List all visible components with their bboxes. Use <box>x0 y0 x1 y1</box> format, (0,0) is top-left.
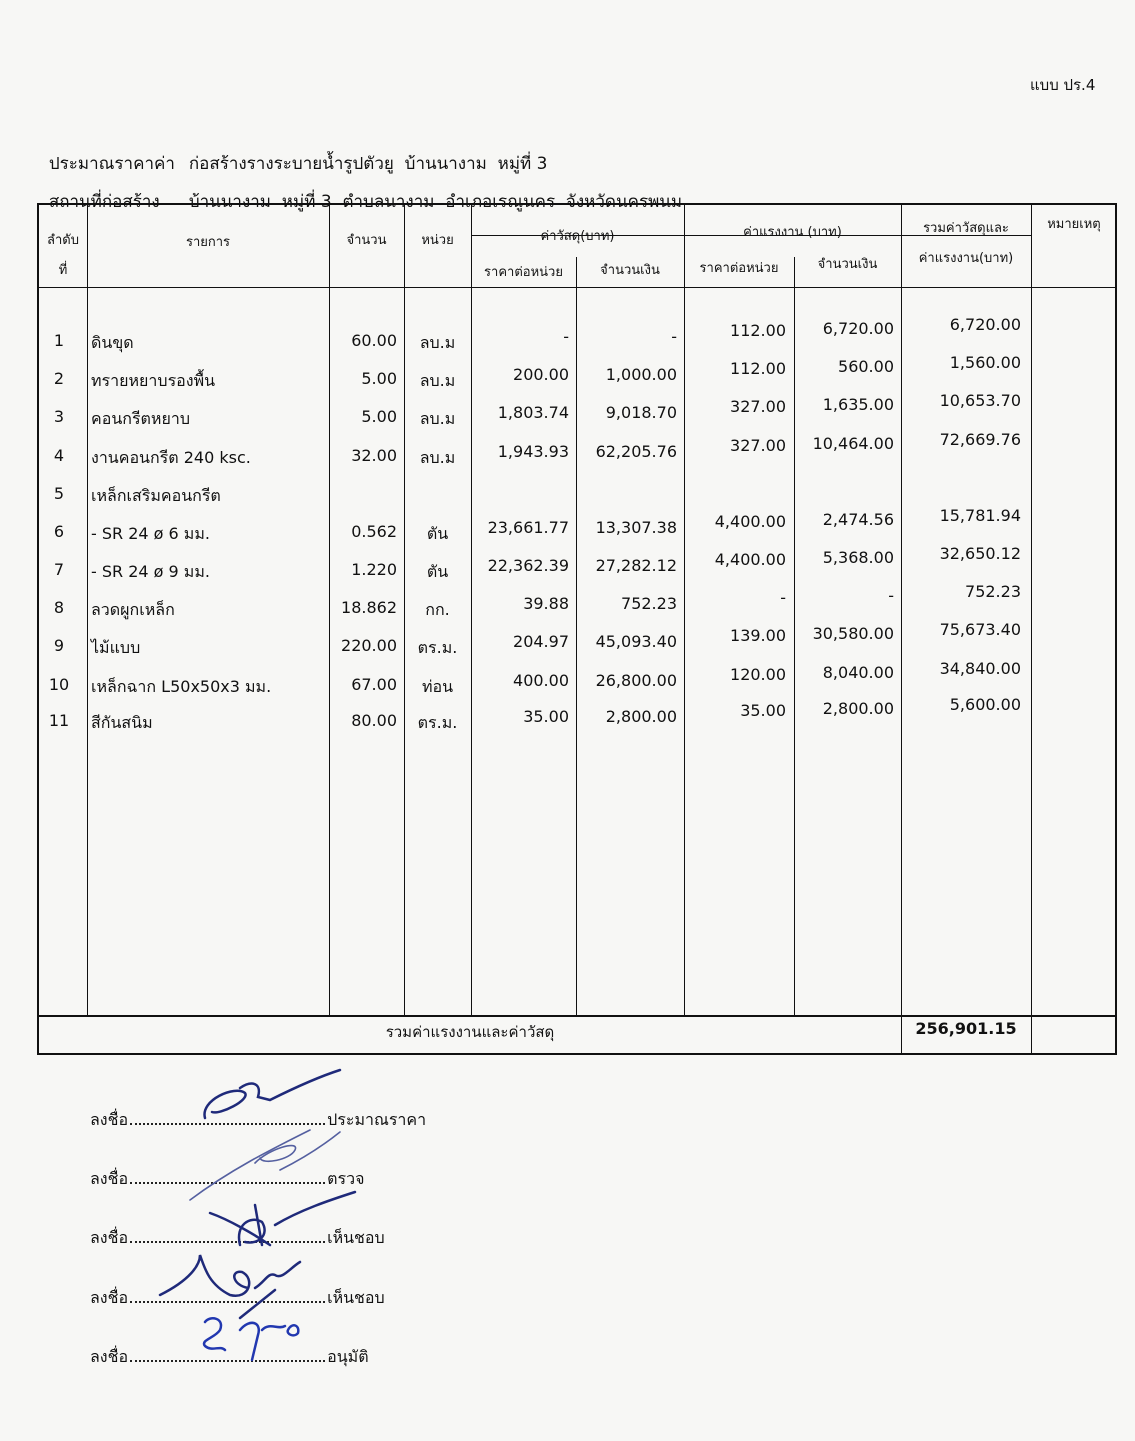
col-divider <box>87 205 88 1017</box>
row-labor-amount: 10,464.00 <box>812 434 894 453</box>
row-labor-unit-price: 139.00 <box>730 626 786 645</box>
row-unit: ท่อน <box>421 677 454 696</box>
header-lab-unit-price: ราคาต่อหน่วย <box>699 261 779 276</box>
project-name: ก่อสร้างรางระบายน้ำรูปตัวยู บ้านนางาม หมู่ที่ 3 <box>188 154 548 174</box>
cost-estimate-table <box>37 203 1117 1055</box>
row-no: 10 <box>48 675 70 694</box>
signature-role: เห็นชอบ <box>327 1288 385 1307</box>
row-labor-unit-price: - <box>780 588 786 607</box>
row-material-unit-price: 400.00 <box>513 671 569 690</box>
header-no: ลำดับ <box>47 233 79 248</box>
location-value: บ้านนางาม หมู่ที่ 3 ตำบลนางาม อำเภอเรณูนคร จังหวัดนครพนม <box>188 192 683 212</box>
row-qty: 80.00 <box>351 711 397 730</box>
signature-line <box>90 1345 369 1370</box>
row-material-unit-price: 200.00 <box>513 365 569 384</box>
row-material-amount: 9,018.70 <box>605 403 677 422</box>
header-total-line2: ค่าแรงงาน(บาท) <box>918 251 1014 266</box>
row-qty: 5.00 <box>361 407 397 426</box>
row-no: 9 <box>53 636 65 655</box>
row-qty: 5.00 <box>361 369 397 388</box>
row-no: 4 <box>53 446 65 465</box>
row-labor-unit-price: 4,400.00 <box>714 512 786 531</box>
row-unit: ตร.ม. <box>417 713 458 732</box>
signature-line <box>90 1108 426 1133</box>
row-material-amount: 1,000.00 <box>605 365 677 384</box>
row-qty: 18.862 <box>341 598 397 617</box>
row-item: ดินขุด <box>91 333 134 352</box>
row-no: 2 <box>53 369 65 388</box>
row-item: - SR 24 ø 9 มม. <box>91 562 210 581</box>
row-material-amount: 13,307.38 <box>595 518 677 537</box>
row-divider <box>39 287 1117 288</box>
row-item: เหล็กฉาก L50x50x3 มม. <box>91 677 272 696</box>
row-total: 10,653.70 <box>939 391 1021 410</box>
row-qty: 220.00 <box>341 636 397 655</box>
header-qty: จำนวน <box>346 233 387 248</box>
signature-dotted-line <box>130 1301 325 1303</box>
row-no: 7 <box>53 560 65 579</box>
row-material-unit-price: 39.88 <box>523 594 569 613</box>
row-item: ไม้แบบ <box>91 638 141 657</box>
row-labor-amount: 6,720.00 <box>822 319 894 338</box>
row-no: 6 <box>53 522 65 541</box>
row-labor-amount: 2,800.00 <box>822 699 894 718</box>
signature-role: ประมาณราคา <box>327 1110 427 1129</box>
row-material-amount: - <box>671 327 677 346</box>
header-lab-amount: จำนวนเงิน <box>817 257 878 272</box>
row-item: งานคอนกรีต 240 ksc. <box>91 448 251 467</box>
signature-role: อนุมัติ <box>327 1347 369 1366</box>
row-material-unit-price: 35.00 <box>523 707 569 726</box>
row-labor-unit-price: 327.00 <box>730 397 786 416</box>
signature-prefix: ลงชื่อ <box>90 1110 129 1129</box>
signature-prefix: ลงชื่อ <box>90 1228 129 1247</box>
row-labor-amount: 2,474.56 <box>822 510 894 529</box>
row-qty: 32.00 <box>351 446 397 465</box>
header-material: ค่าวัสดุ(บาท) <box>540 229 615 244</box>
signature-role: เห็นชอบ <box>327 1228 385 1247</box>
signature-line <box>90 1167 364 1192</box>
row-no: 8 <box>53 598 65 617</box>
row-material-unit-price: 1,803.74 <box>497 403 569 422</box>
row-item: ลวดผูกเหล็ก <box>91 600 175 619</box>
row-material-amount: 45,093.40 <box>595 632 677 651</box>
header-unit: หน่วย <box>421 233 454 248</box>
row-material-amount: 26,800.00 <box>595 671 677 690</box>
row-total: 752.23 <box>965 582 1021 601</box>
row-labor-amount: - <box>888 586 894 605</box>
grand-total-value: 256,901.15 <box>915 1019 1017 1038</box>
signature-line <box>90 1286 385 1311</box>
project-label: ประมาณราคาค่า <box>48 154 175 174</box>
row-material-unit-price: 204.97 <box>513 632 569 651</box>
row-material-amount: 62,205.76 <box>595 442 677 461</box>
row-item: ทรายหยาบรองพื้น <box>91 371 216 390</box>
row-labor-unit-price: 327.00 <box>730 436 786 455</box>
row-no: 5 <box>53 484 65 503</box>
row-no: 11 <box>48 711 70 730</box>
row-unit: ลบ.ม <box>419 409 456 428</box>
row-labor-unit-price: 120.00 <box>730 665 786 684</box>
row-material-amount: 752.23 <box>621 594 677 613</box>
row-no: 1 <box>53 331 65 350</box>
row-material-unit-price: 22,362.39 <box>487 556 569 575</box>
row-unit: ลบ.ม <box>419 333 456 352</box>
row-unit: ลบ.ม <box>419 371 456 390</box>
row-total: 72,669.76 <box>939 430 1021 449</box>
row-qty: 0.562 <box>351 522 397 541</box>
location-label: สถานที่ก่อสร้าง <box>48 192 160 212</box>
row-labor-unit-price: 112.00 <box>730 359 786 378</box>
row-material-unit-price: - <box>563 327 569 346</box>
row-unit: ตัน <box>426 524 449 543</box>
header-mat-amount: จำนวนเงิน <box>600 263 660 278</box>
signature-line <box>90 1226 385 1251</box>
row-qty: 1.220 <box>351 560 397 579</box>
row-no: 3 <box>53 407 65 426</box>
row-item: เหล็กเสริมคอนกรีต <box>91 486 221 505</box>
row-labor-amount: 560.00 <box>838 357 894 376</box>
row-qty: 67.00 <box>351 675 397 694</box>
row-material-unit-price: 23,661.77 <box>487 518 569 537</box>
header-item: รายการ <box>185 235 231 250</box>
header-labor: ค่าแรงงาน (บาท) <box>743 225 842 240</box>
row-unit: ตัน <box>426 562 449 581</box>
row-total: 5,600.00 <box>949 695 1021 714</box>
row-labor-unit-price: 4,400.00 <box>714 550 786 569</box>
row-qty: 60.00 <box>351 331 397 350</box>
signature-prefix: ลงชื่อ <box>90 1169 129 1188</box>
signature-dotted-line <box>130 1360 325 1362</box>
row-labor-amount: 30,580.00 <box>812 624 894 643</box>
row-total: 75,673.40 <box>939 620 1021 639</box>
grand-total-label: รวมค่าแรงงานและค่าวัสดุ <box>385 1023 555 1041</box>
signature-dotted-line <box>130 1241 325 1243</box>
row-unit: ลบ.ม <box>419 448 456 467</box>
header-no-line2: ที่ <box>58 263 68 278</box>
header-mat-unit-price: ราคาต่อหน่วย <box>484 265 563 280</box>
row-material-amount: 2,800.00 <box>605 707 677 726</box>
signature-dotted-line <box>130 1182 325 1184</box>
row-labor-amount: 8,040.00 <box>822 663 894 682</box>
row-labor-amount: 1,635.00 <box>822 395 894 414</box>
row-total: 34,840.00 <box>939 659 1021 678</box>
row-item: คอนกรีตหยาบ <box>91 409 190 428</box>
row-unit: กก. <box>425 600 450 619</box>
signature-dotted-line <box>130 1123 325 1125</box>
row-unit: ตร.ม. <box>417 638 458 657</box>
row-labor-amount: 5,368.00 <box>822 548 894 567</box>
row-labor-unit-price: 35.00 <box>740 701 786 720</box>
row-material-unit-price: 1,943.93 <box>497 442 569 461</box>
signature-role: ตรวจ <box>327 1169 365 1188</box>
row-total: 6,720.00 <box>949 315 1021 334</box>
row-total: 15,781.94 <box>939 506 1021 525</box>
row-item: - SR 24 ø 6 มม. <box>91 524 210 543</box>
row-total: 1,560.00 <box>949 353 1021 372</box>
signature-prefix: ลงชื่อ <box>90 1347 129 1366</box>
col-divider <box>1031 205 1032 1055</box>
row-total: 32,650.12 <box>939 544 1021 563</box>
header-remark: หมายเหตุ <box>1047 217 1101 232</box>
row-divider <box>39 1015 1117 1017</box>
row-item: สีกันสนิม <box>91 713 153 732</box>
row-material-amount: 27,282.12 <box>595 556 677 575</box>
form-code: แบบ ปร.4 <box>1030 76 1096 94</box>
row-labor-unit-price: 112.00 <box>730 321 786 340</box>
header-total-line1: รวมค่าวัสดุและ <box>923 221 1009 236</box>
signature-prefix: ลงชื่อ <box>90 1288 129 1307</box>
